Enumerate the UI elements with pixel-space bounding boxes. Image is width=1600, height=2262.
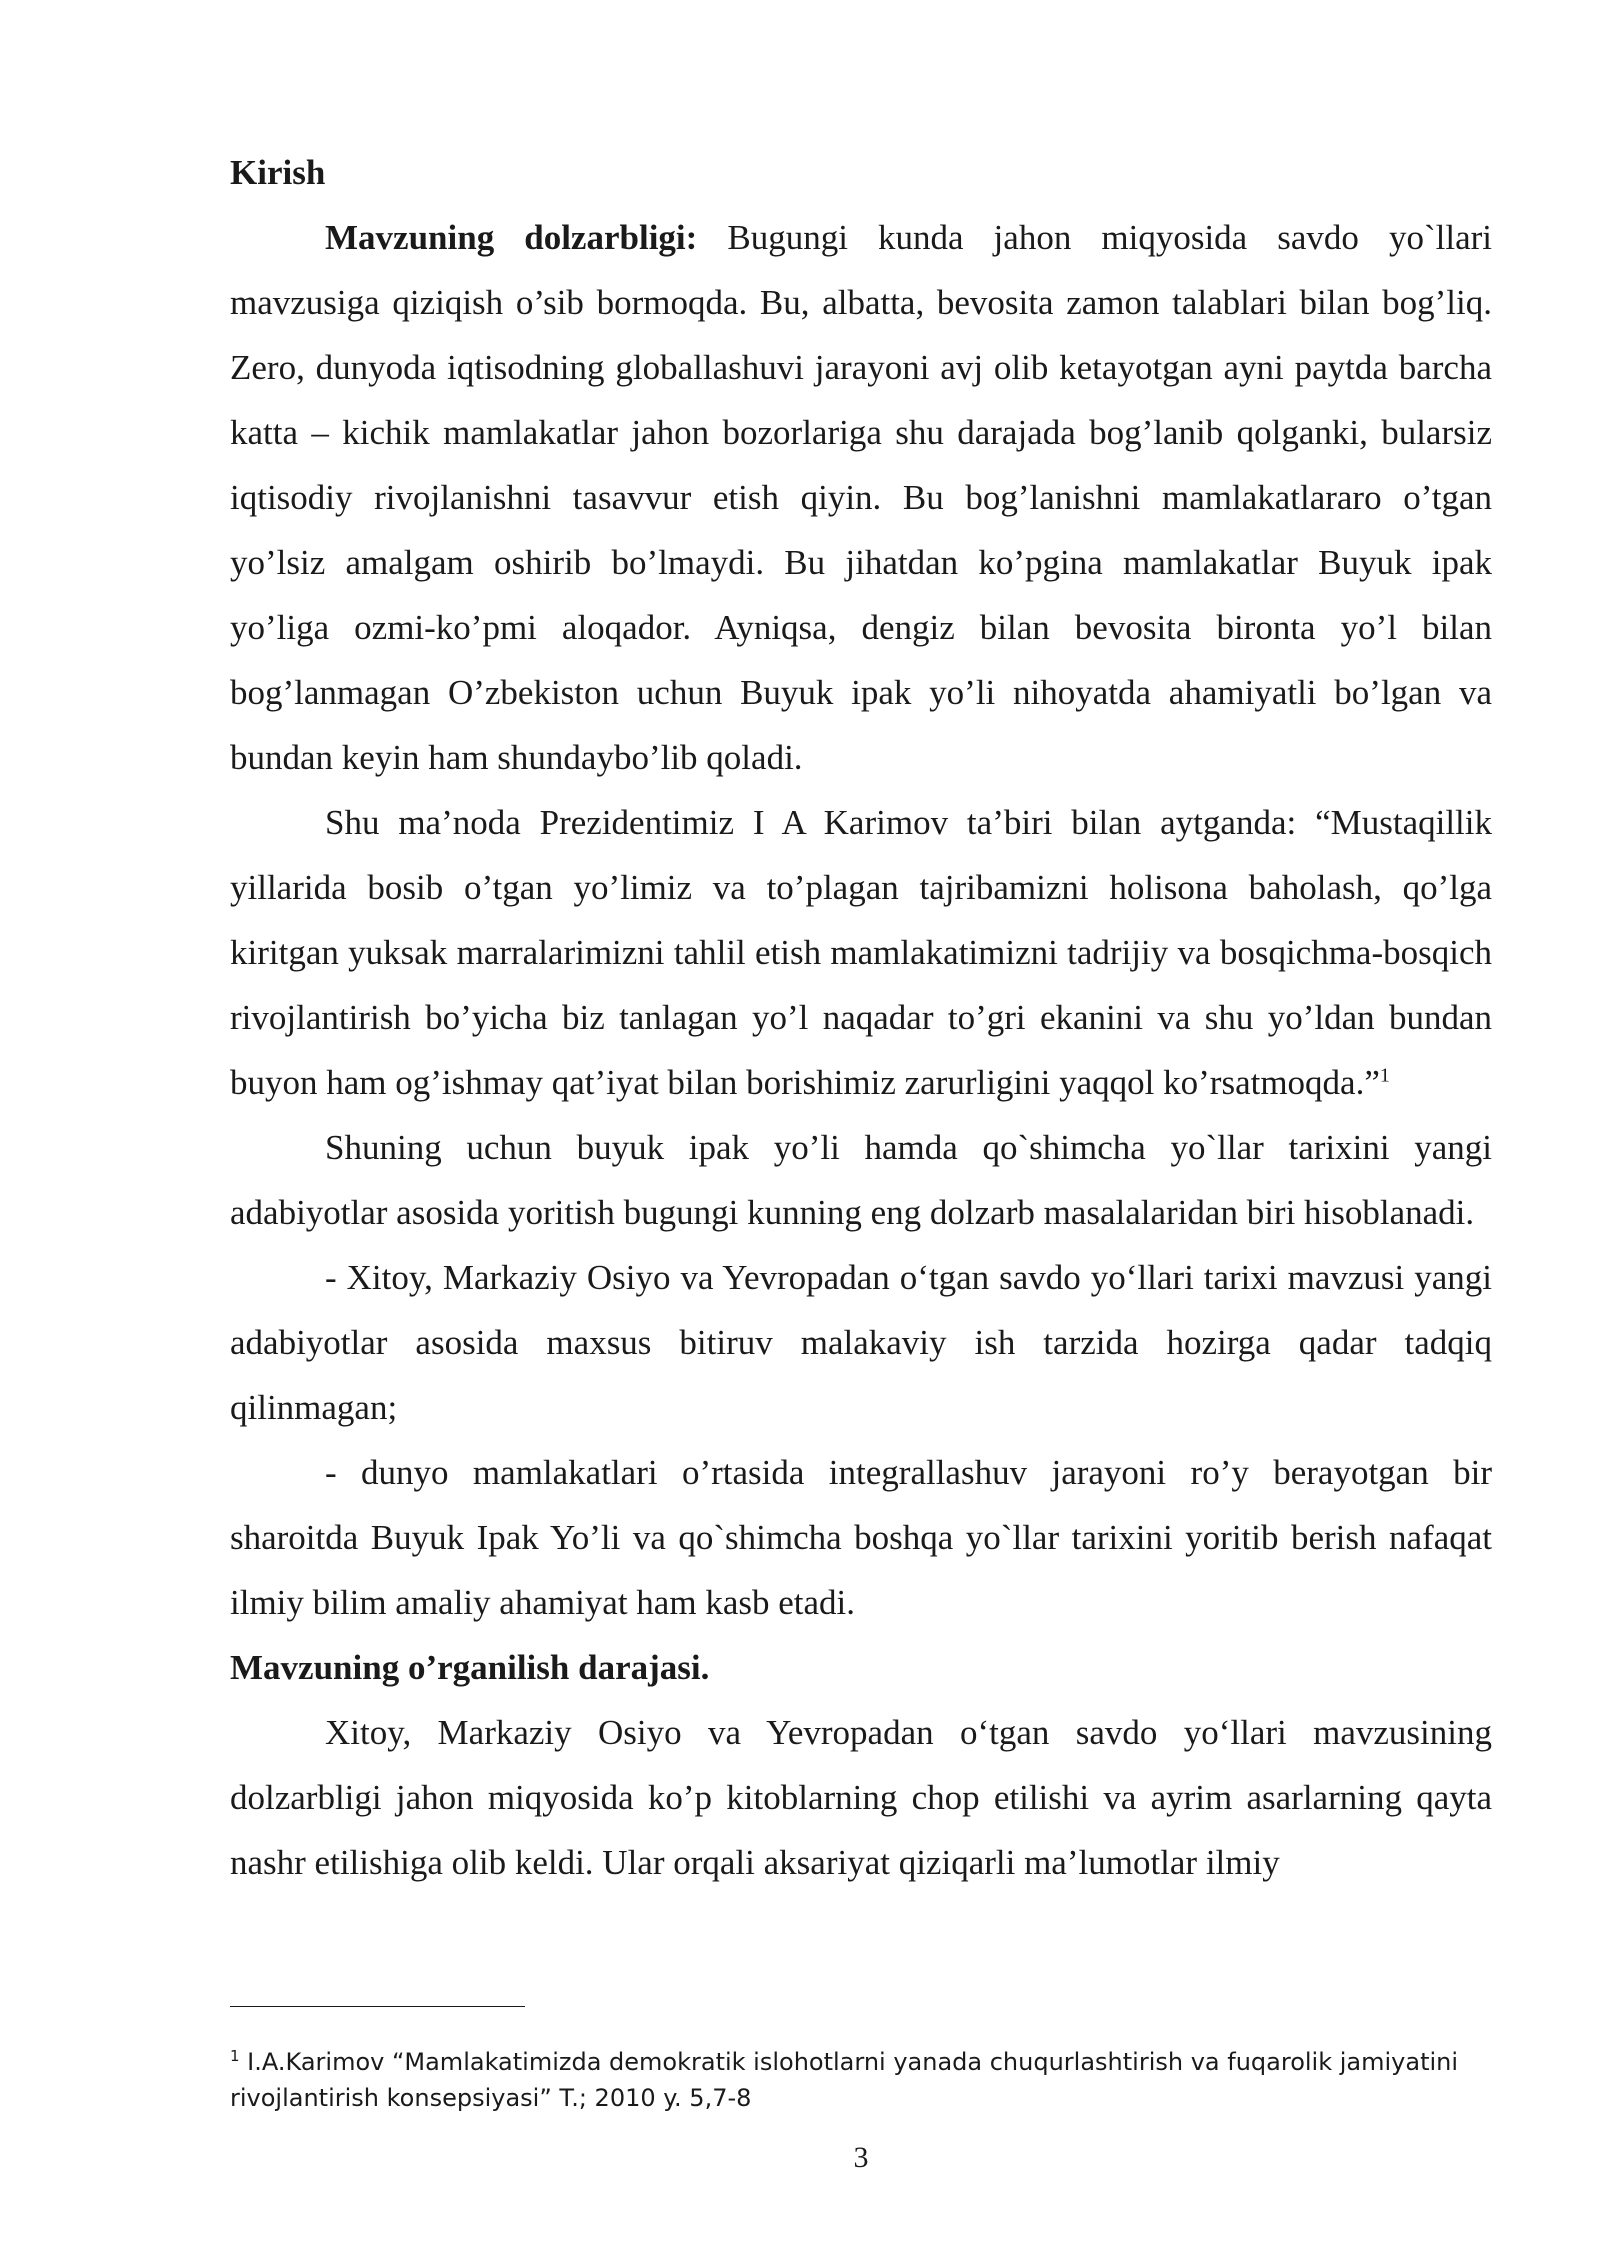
paragraph-importance: Shuning uchun buyuk ipak yo’li hamda qo`shimcha yo`llar tarixini yangi adabiyotlar asosida yoritish bugungi kunning eng dolzarb masalalaridan biri hisoblanadi. [230,1128,1492,1232]
footnote-separator [230,2006,525,2007]
footnote [230,2044,1492,2116]
paragraph-text: Shu ma’noda Prezidentimiz I A Karimov ta’biri bilan aytganda: “Mustaqillik yillarida bosib o’tgan yo’limiz va to’plagan tajribamizni holisona baholash, qo’lga kiritgan yuksak marralarimizni tahlil etish mamlakatimizni tadrijiy va bosqichma-bosqich rivojlantirish bo’yicha biz tanlagan yo’l naqadar to’gri ekanini va shu yo’ldan bundan buyon ham og’ishmay qat’iyat bilan borishimiz zarurligini yaqqol ko’rsatmoqda.” [230,803,1492,1102]
document-body [230,140,1492,1895]
footnote-reference: 1 [1379,1064,1390,1087]
paragraph-relevance [230,205,1492,790]
paragraph-study-level: Xitoy, Markaziy Osiyo va Yevropadan o‘tgan savdo yo‘llari mavzusining dolzarbligi jahon miqyosida ko’p kitoblarning chop etilishi va ayrim asarlarning qayta nashr etilishiga olib keldi. Ular orqali aksariyat qiziqarli ma’lumotlar ilmiy [230,1713,1492,1882]
paragraph-quote [230,790,1492,1115]
paragraph-list-item: - Xitoy, Markaziy Osiyo va Yevropadan o‘tgan savdo yo‘llari tarixi mavzusi yangi adabiyotlar asosida maxsus bitiruv malakaviy ish tarzida hozirga qadar tadqiq qilinmagan; [230,1258,1492,1427]
section-heading-introduction: Kirish [230,153,326,192]
footnote-text: I.A.Karimov “Mamlakatimizda demokratik islohotlarni yanada chuqurlashtirish va fuqarolik jamiyatini rivojlantirish konsepsiyasi” T.; 2010 y. 5,7-8 [230,2048,1459,2112]
section-heading-study-level: Mavzuning o’rganilish darajasi. [230,1648,710,1687]
page-number: 3 [853,2141,869,2174]
paragraph-lead-relevance: Mavzuning dolzarbligi: [325,218,698,257]
footnote-number: 1 [230,2047,240,2065]
paragraph-text: Bugungi kunda jahon miqyosida savdo yo`llari mavzusiga qiziqish o’sib bormoqda. Bu, albatta, bevosita zamon talablari bilan bog’liq. Zero, dunyoda iqtisodning globallashuvi jarayoni avj olib ketayotgan ayni paytda barcha katta – kichik mamlakatlar jahon bozorlariga shu darajada bog’lanib qolganki, bularsiz iqtisodiy rivojlanishni tasavvur etish qiyin. Bu bog’lanishni mamlakatlararo o’tgan yo’lsiz amalgam oshirib bo’lmaydi. Bu jihatdan ko’pgina mamlakatlar Buyuk ipak yo’liga ozmi-ko’pmi aloqador. Ayniqsa, dengiz bilan bevosita bironta yo’l bilan bog’lanmagan O’zbekiston uchun Buyuk ipak yo’li nihoyatda ahamiyatli bo’lgan va bundan keyin ham shundaybo’lib qoladi. [230,218,1492,777]
paragraph-list-item: - dunyo mamlakatlari o’rtasida integrallashuv jarayoni ro’y berayotgan bir sharoitda Buyuk Ipak Yo’li va qo`shimcha boshqa yo`llar tarixini yoritib berish nafaqat ilmiy bilim amaliy ahamiyat ham kasb etadi. [230,1453,1492,1622]
